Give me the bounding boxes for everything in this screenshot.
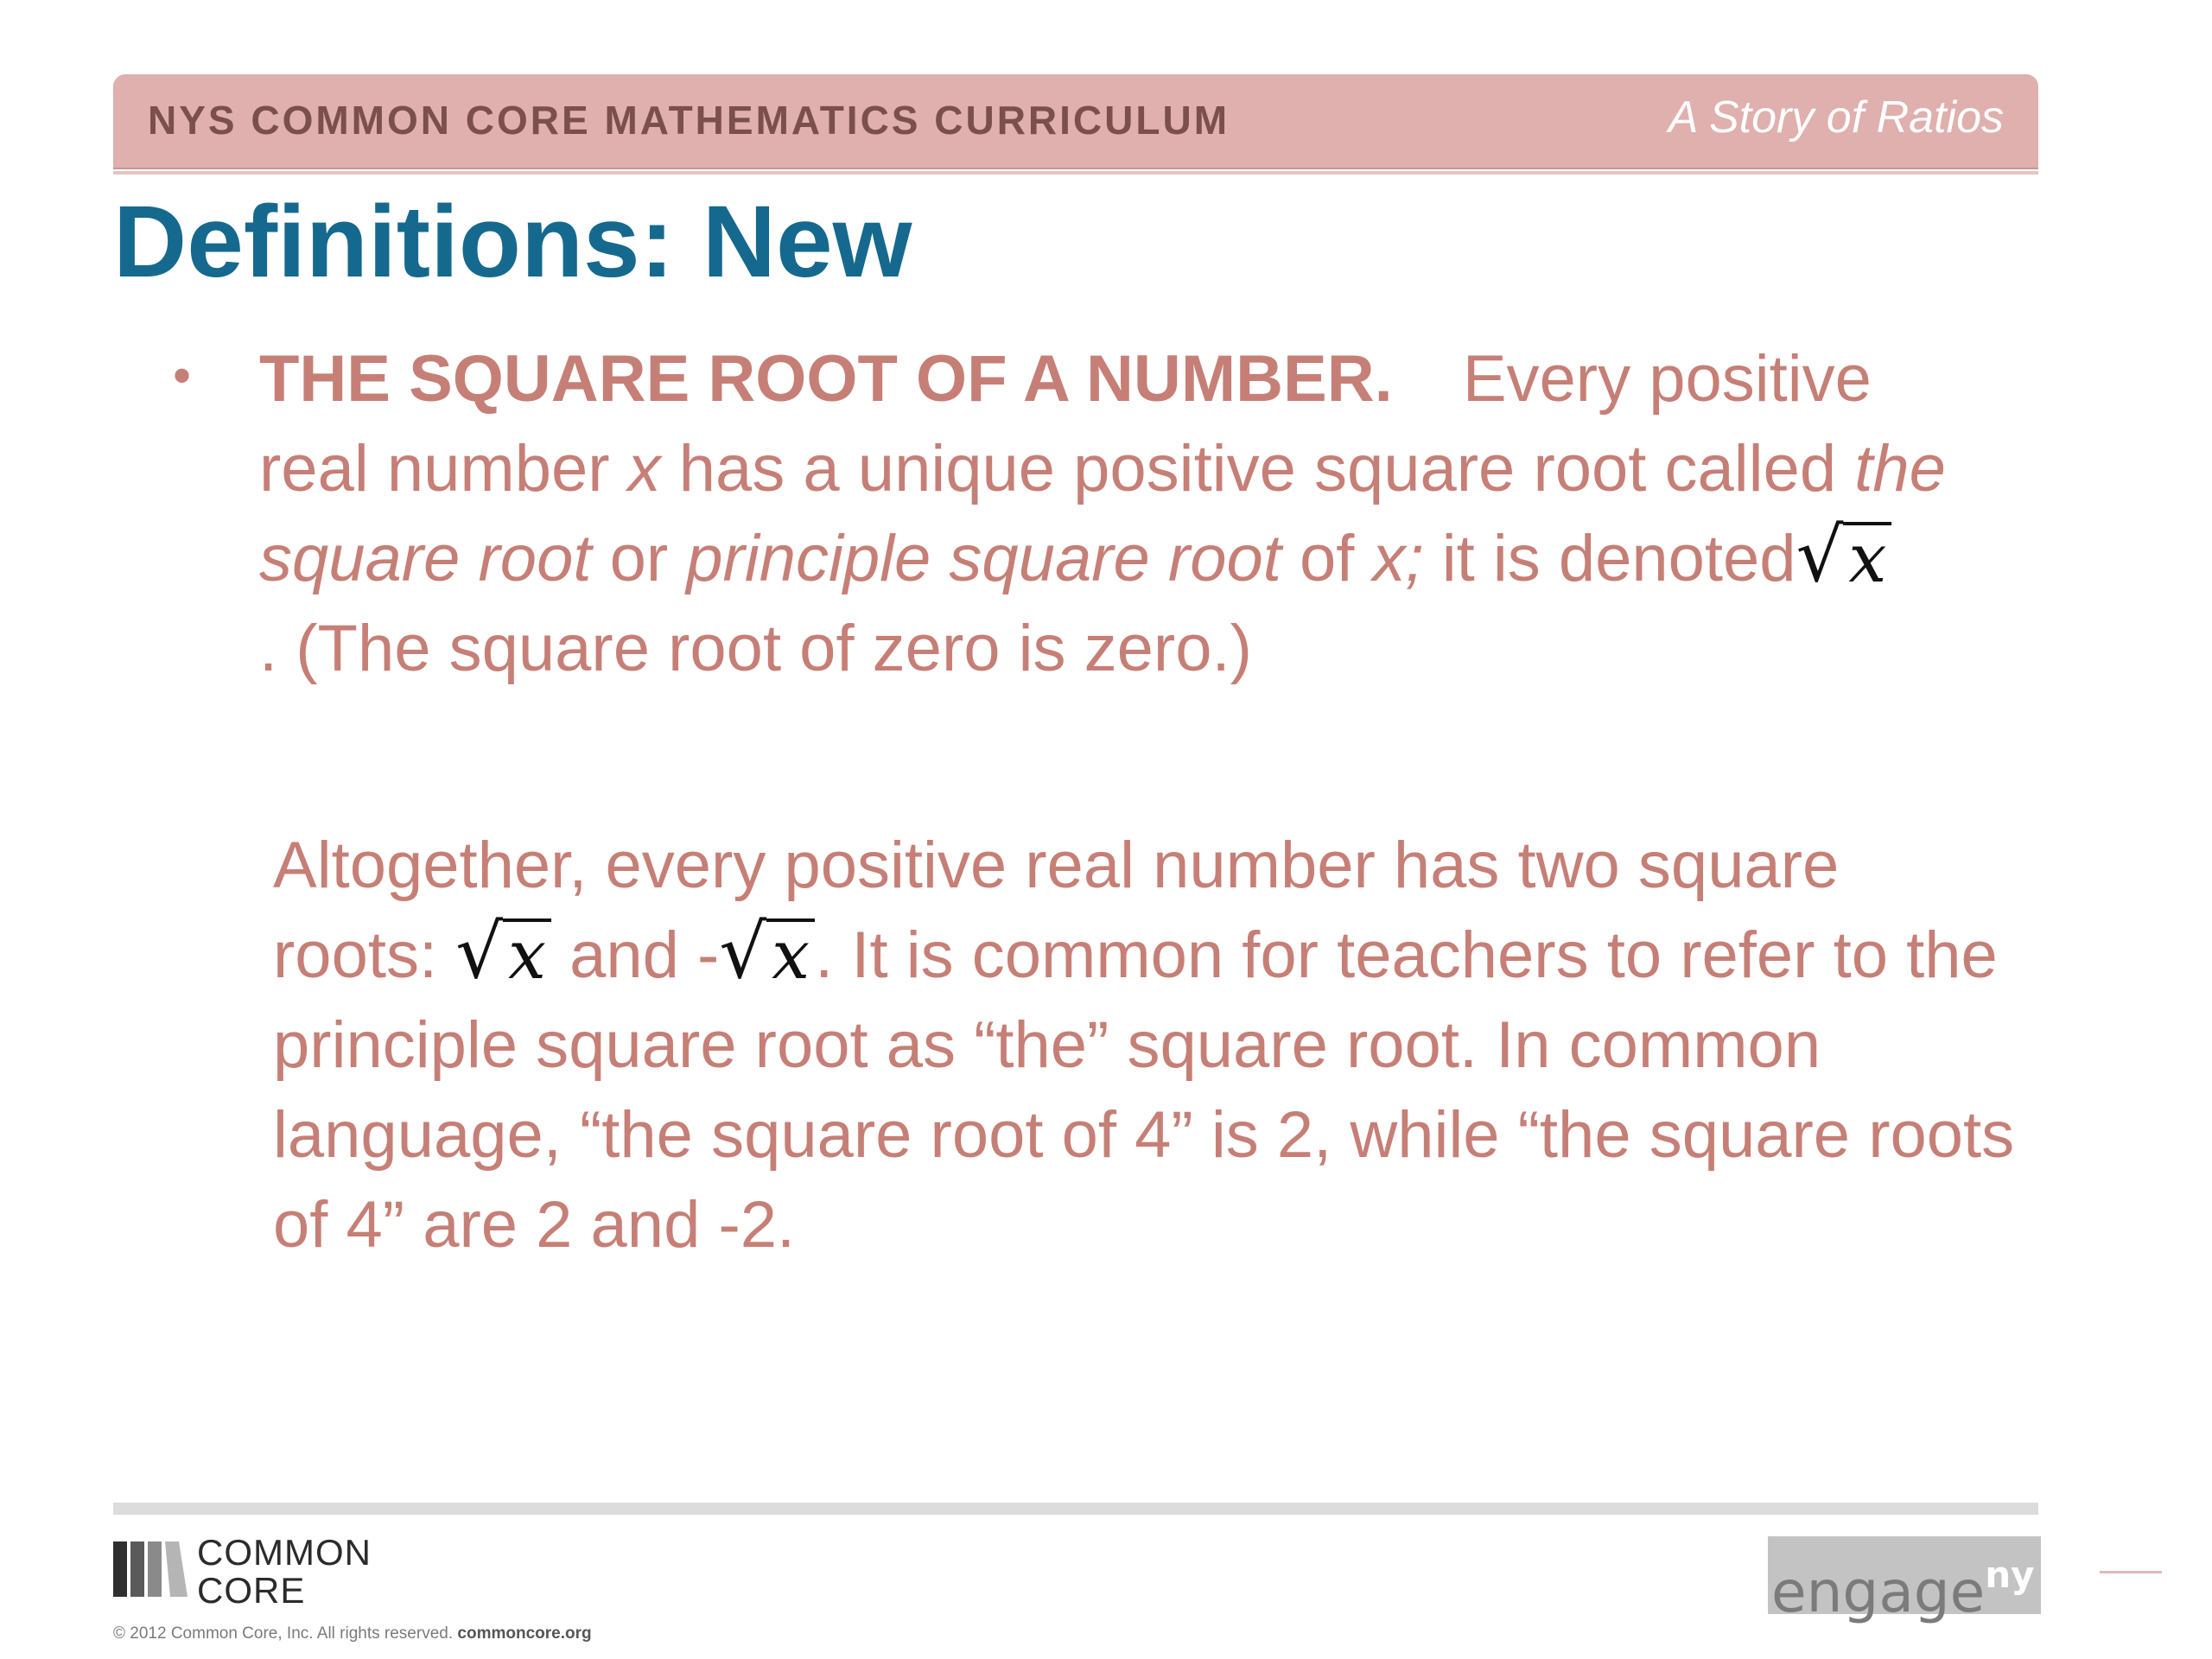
sqrt-x-formula bbox=[455, 909, 551, 995]
module-title: A Story of Ratios bbox=[1668, 92, 2004, 143]
note-paragraph bbox=[273, 821, 2018, 1270]
brand-line-1: COMMON bbox=[197, 1532, 372, 1573]
radicand: x bbox=[1843, 522, 1891, 593]
radical-sign: √ bbox=[455, 909, 504, 995]
definition-text-5: it is denoted bbox=[1423, 522, 1796, 595]
radicand: x bbox=[766, 918, 815, 989]
header-divider bbox=[113, 171, 2038, 175]
copyright-text: © 2012 Common Core, Inc. All rights reserved. bbox=[113, 1624, 458, 1643]
footer-divider bbox=[113, 1503, 2038, 1515]
common-core-logo-icon bbox=[113, 1538, 191, 1599]
negative-sqrt-x-formula bbox=[719, 909, 815, 995]
radical-sign: √ bbox=[719, 909, 767, 995]
note-text-3: . It is common for teachers to refer to the principle square root as “the” square root. In common language, “the square root of 4” is 2, while “the square roots of 4” are 2 and -2. bbox=[273, 918, 2015, 1262]
definition-text-6: . (The square root of zero is zero.) bbox=[259, 612, 1252, 685]
page-number-dash bbox=[2100, 1571, 2162, 1573]
sqrt-x-formula bbox=[1796, 512, 1892, 599]
definition-text-1: Every positive real number bbox=[259, 342, 1872, 505]
brand-line-2: CORE bbox=[197, 1570, 306, 1611]
commoncore-link[interactable]: commoncore.org bbox=[457, 1624, 592, 1643]
slide-title: Definitions: New bbox=[113, 185, 912, 299]
term-the-square-root: the square root bbox=[259, 432, 1946, 595]
definition-paragraph bbox=[259, 334, 1996, 694]
curriculum-title: NYS COMMON CORE MATHEMATICS CURRICULUM bbox=[148, 98, 1230, 143]
definition-text-2: has a unique positive square root called bbox=[660, 432, 1855, 505]
engage-ny-superscript: ny bbox=[1985, 1554, 2035, 1596]
term-principle-square-root: principle square root bbox=[686, 522, 1281, 595]
bullet-icon: • bbox=[173, 346, 192, 404]
header-bar bbox=[113, 74, 2038, 169]
variable-x-semicolon: x; bbox=[1372, 522, 1424, 595]
note-text-1: Altogether, every positive real number has two square roots: bbox=[273, 829, 1840, 992]
radicand: x bbox=[503, 918, 551, 989]
engageny-logo bbox=[1768, 1536, 2041, 1625]
copyright-notice bbox=[113, 1624, 592, 1643]
common-core-wordmark bbox=[197, 1534, 372, 1610]
definition-term: THE SQUARE ROOT OF A NUMBER. bbox=[259, 342, 1393, 416]
engage-text: engage bbox=[1771, 1559, 1986, 1625]
note-text-2: and - bbox=[551, 918, 720, 992]
definition-text-4: of bbox=[1281, 522, 1373, 595]
radical-sign: √ bbox=[1796, 512, 1844, 599]
variable-x: x bbox=[627, 432, 661, 505]
definition-text-3: or bbox=[591, 522, 687, 595]
